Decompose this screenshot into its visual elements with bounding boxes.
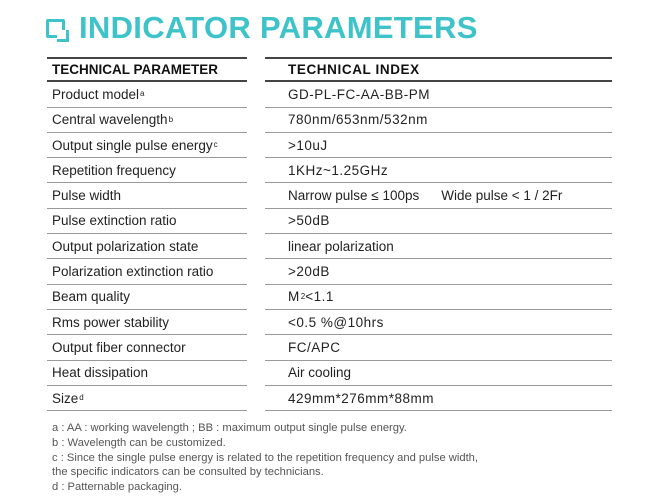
param-label: Rms power stability <box>52 314 170 330</box>
value-text-secondary: Wide pulse < 1 / 2Fr <box>441 188 563 204</box>
param-cell <box>47 335 247 360</box>
table-row <box>47 234 612 259</box>
page-title: INDICATOR PARAMETERS <box>79 10 478 45</box>
param-cell <box>47 209 247 234</box>
param-label: Repetition frequency <box>52 162 176 178</box>
table-row <box>47 361 612 386</box>
value-text: <0.5 %@10hrs <box>288 314 384 330</box>
table-row <box>47 285 612 310</box>
param-label: Heat dissipation <box>52 365 149 381</box>
param-label: Polarization extinction ratio <box>52 264 214 280</box>
footnote-line: a : AA : working wavelength ; BB : maximum output single pulse energy. <box>52 422 407 434</box>
footnote-line: b : Wavelength can be customized. <box>52 436 226 449</box>
param-label: Beam quality <box>52 289 131 305</box>
section-header <box>46 6 478 50</box>
param-cell <box>47 234 247 259</box>
param-label: Output polarization state <box>52 238 199 254</box>
table-row <box>47 259 612 284</box>
param-label: Pulse extinction ratio <box>52 213 177 229</box>
param-cell <box>47 285 247 310</box>
value-cell <box>265 259 612 284</box>
value-cell: M 2 <1.1 <box>265 285 612 310</box>
param-cell <box>47 183 247 208</box>
column-header-parameter: TECHNICAL PARAMETER <box>47 57 247 82</box>
value-text: M <box>288 289 300 305</box>
value-cell <box>265 386 612 411</box>
value-text-rest: <1.1 <box>305 289 334 305</box>
table-header-row <box>47 57 612 82</box>
table-row <box>47 386 612 411</box>
table-row <box>47 310 612 335</box>
value-text: 780nm/653nm/532nm <box>288 112 428 128</box>
table-row <box>47 183 612 208</box>
param-label: Pulse width <box>52 188 122 204</box>
param-label: Output single pulse energy <box>52 137 213 153</box>
footnote-line: the specific indicators can be consulted by technicians. <box>52 466 324 479</box>
value-cell <box>265 133 612 158</box>
param-label: Output fiber connector <box>52 339 186 355</box>
value-cell <box>265 108 612 133</box>
value-text: Air cooling <box>288 365 352 381</box>
column-header-index: TECHNICAL INDEX <box>265 57 612 82</box>
param-label: Product model <box>52 86 140 102</box>
footnotes <box>52 421 478 495</box>
value-text: linear polarization <box>288 238 394 254</box>
square-checkbox-icon <box>46 19 65 38</box>
value-text: 1KHz~1.25GHz <box>288 162 389 178</box>
value-cell <box>265 209 612 234</box>
value-cell <box>265 234 612 259</box>
param-cell: Product model a <box>47 82 247 107</box>
value-text: Narrow pulse ≤ 100ps <box>288 188 420 204</box>
param-cell: Size d <box>47 386 247 411</box>
table-row <box>47 158 612 183</box>
param-cell: Central wavelength b <box>47 108 247 133</box>
param-cell: Output single pulse energy c <box>47 133 247 158</box>
value-cell <box>265 335 612 360</box>
value-cell <box>265 82 612 107</box>
value-cell <box>265 183 612 208</box>
footnote-line: c : Since the single pulse energy is related to the repetition frequency and pulse width, <box>52 451 479 464</box>
param-cell <box>47 158 247 183</box>
value-text: GD-PL-FC-AA-BB-PM <box>288 86 431 102</box>
table-row <box>47 209 612 234</box>
param-label: Size <box>52 390 79 406</box>
table-row <box>47 133 612 158</box>
table-row <box>47 108 612 133</box>
value-text: FC/APC <box>288 339 341 355</box>
value-text: 429mm*276mm*88mm <box>288 390 435 406</box>
table-row <box>47 335 612 360</box>
value-cell <box>265 310 612 335</box>
value-text: >10uJ <box>288 137 328 153</box>
param-label: Central wavelength <box>52 112 168 128</box>
spec-table <box>47 57 612 411</box>
table-row <box>47 82 612 107</box>
value-text: >20dB <box>288 264 330 280</box>
footnote-line: d : Patternable packaging. <box>52 481 182 494</box>
param-cell <box>47 259 247 284</box>
value-cell <box>265 361 612 386</box>
value-cell <box>265 158 612 183</box>
value-text: >50dB <box>288 213 330 229</box>
param-cell <box>47 310 247 335</box>
param-cell <box>47 361 247 386</box>
